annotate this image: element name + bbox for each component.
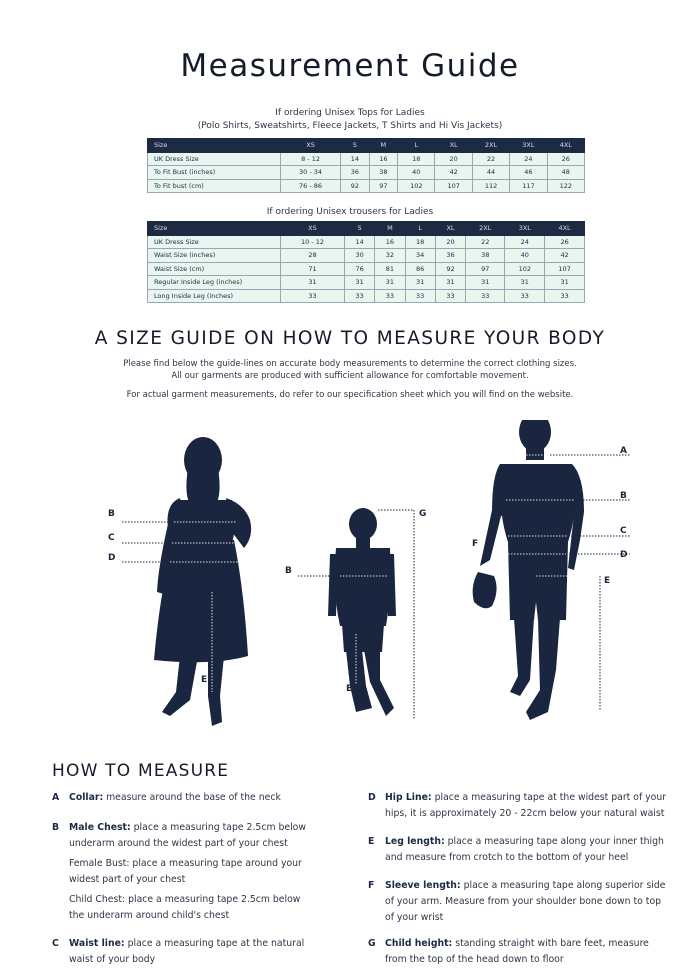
table-cell: 33 bbox=[281, 289, 345, 303]
measure-letter: D bbox=[368, 792, 376, 803]
measure-text-line2: of your arm. Measure from your shoulder bone down to top bbox=[385, 896, 662, 907]
measure-term: Child height: bbox=[385, 938, 453, 949]
man-silhouette bbox=[473, 420, 584, 720]
table-cell: 38 bbox=[466, 249, 505, 263]
table-cell: 76 bbox=[344, 262, 374, 276]
table-cell: 24 bbox=[510, 152, 547, 166]
measure-letter: E bbox=[368, 836, 375, 847]
row-label: UK Dress Size bbox=[148, 235, 281, 249]
measure-text: place a measuring tape at the widest part of your bbox=[431, 792, 667, 803]
table-cell: 31 bbox=[435, 276, 465, 290]
table-row bbox=[148, 249, 585, 263]
guide-intro-line1: Please find below the guide-lines on accurate body measurements to determine the correct clothing sizes. bbox=[123, 359, 577, 369]
measure-letter: A bbox=[52, 792, 60, 803]
table-cell: 31 bbox=[281, 276, 345, 290]
column-header: 4XL bbox=[545, 222, 585, 236]
table-cell: 22 bbox=[466, 235, 505, 249]
child-chest-line1: Child Chest: place a measuring tape 2.5cm below bbox=[69, 894, 301, 905]
table-cell: 33 bbox=[344, 289, 374, 303]
body-measurement-figures bbox=[0, 420, 700, 740]
female-bust-line2: widest part of your chest bbox=[69, 874, 186, 885]
measure-term: Leg length: bbox=[385, 836, 445, 847]
child-label-b: B bbox=[285, 566, 292, 576]
trousers-caption: If ordering Unisex trousers for Ladies bbox=[266, 207, 434, 217]
table-cell: 40 bbox=[505, 249, 545, 263]
column-header: L bbox=[398, 139, 435, 153]
column-header: 3XL bbox=[510, 139, 547, 153]
measure-letter: B bbox=[52, 822, 60, 833]
table-cell: 36 bbox=[341, 166, 369, 180]
table-cell: 16 bbox=[369, 152, 397, 166]
woman-label-d: D bbox=[108, 553, 116, 563]
table-cell: 14 bbox=[341, 152, 369, 166]
table-cell: 22 bbox=[472, 152, 509, 166]
column-header: 2XL bbox=[466, 222, 505, 236]
measure-text: place a measuring tape along superior side bbox=[460, 880, 666, 891]
man-label-c: C bbox=[620, 526, 627, 536]
table-cell: 14 bbox=[344, 235, 374, 249]
row-label: UK Dress Size bbox=[148, 152, 281, 166]
table-cell: 20 bbox=[435, 152, 472, 166]
table-cell: 42 bbox=[545, 249, 585, 263]
tops-header-row bbox=[148, 139, 585, 153]
measure-text: measure around the base of the neck bbox=[103, 792, 281, 803]
guide-spec-note: For actual garment measurements, do refer to our specification sheet which you will find on the website. bbox=[126, 390, 574, 400]
measure-term: Collar: bbox=[69, 792, 104, 803]
measure-text: place a measuring tape along your inner thigh bbox=[444, 836, 664, 847]
column-header: XL bbox=[435, 222, 465, 236]
row-label: Long Inside Leg (inches) bbox=[148, 289, 281, 303]
column-header: S bbox=[341, 139, 369, 153]
table-cell: 42 bbox=[435, 166, 472, 180]
column-header: XS bbox=[281, 222, 345, 236]
table-cell: 31 bbox=[375, 276, 405, 290]
table-cell: 36 bbox=[435, 249, 465, 263]
table-cell: 38 bbox=[369, 166, 397, 180]
table-cell: 112 bbox=[472, 179, 509, 193]
page-title: Measurement Guide bbox=[180, 48, 520, 84]
table-cell: 44 bbox=[472, 166, 509, 180]
row-label: Regular Inside Leg (inches) bbox=[148, 276, 281, 290]
table-cell: 26 bbox=[547, 152, 584, 166]
row-label: Waist Size (cm) bbox=[148, 262, 281, 276]
table-cell: 33 bbox=[375, 289, 405, 303]
table-cell: 122 bbox=[547, 179, 584, 193]
guide-intro-line2: All our garments are produced with sufficient allowance for comfortable movement. bbox=[171, 371, 529, 381]
table-cell: 18 bbox=[398, 152, 435, 166]
table-row bbox=[148, 179, 585, 193]
child-chest-note bbox=[69, 892, 359, 924]
measure-term: Sleeve length: bbox=[385, 880, 461, 891]
table-row bbox=[148, 166, 585, 180]
woman-label-e: E bbox=[201, 675, 208, 685]
tops-caption-line1: If ordering Unisex Tops for Ladies bbox=[275, 108, 425, 118]
table-cell: 30 bbox=[344, 249, 374, 263]
table-cell: 71 bbox=[281, 262, 345, 276]
woman-label-c: C bbox=[108, 533, 115, 543]
table-cell: 40 bbox=[398, 166, 435, 180]
measure-text: place a measuring tape 2.5cm below bbox=[130, 822, 306, 833]
table-cell: 31 bbox=[405, 276, 435, 290]
woman-label-b: B bbox=[108, 509, 115, 519]
man-label-d: D bbox=[620, 550, 628, 560]
table-cell: 117 bbox=[510, 179, 547, 193]
table-cell: 81 bbox=[375, 262, 405, 276]
table-cell: 32 bbox=[375, 249, 405, 263]
table-cell: 48 bbox=[547, 166, 584, 180]
table-cell: 10 - 12 bbox=[281, 235, 345, 249]
guide-intro bbox=[0, 358, 700, 382]
table-cell: 76 - 86 bbox=[281, 179, 341, 193]
measure-text: standing straight with bare feet, measure bbox=[452, 938, 649, 949]
man-label-b: B bbox=[620, 491, 627, 501]
table-row bbox=[148, 152, 585, 166]
table-cell: 33 bbox=[545, 289, 585, 303]
table-cell: 28 bbox=[281, 249, 345, 263]
measure-text-line3: of your wrist bbox=[385, 912, 444, 923]
measure-text-line2: from the top of the head down to floor bbox=[385, 954, 564, 965]
table-cell: 97 bbox=[466, 262, 505, 276]
table-cell: 33 bbox=[435, 289, 465, 303]
table-cell: 97 bbox=[369, 179, 397, 193]
child-label-e: E bbox=[346, 684, 353, 694]
column-header: 3XL bbox=[505, 222, 545, 236]
table-cell: 30 - 34 bbox=[281, 166, 341, 180]
table-cell: 102 bbox=[505, 262, 545, 276]
table-cell: 26 bbox=[545, 235, 585, 249]
table-cell: 20 bbox=[435, 235, 465, 249]
table-row bbox=[148, 235, 585, 249]
table-cell: 92 bbox=[341, 179, 369, 193]
table-cell: 8 - 12 bbox=[281, 152, 341, 166]
tops-caption bbox=[0, 107, 700, 133]
table-cell: 31 bbox=[344, 276, 374, 290]
measure-letter: C bbox=[52, 938, 59, 949]
measure-term: Male Chest: bbox=[69, 822, 131, 833]
row-label: To Fit Bust (inches) bbox=[148, 166, 281, 180]
table-cell: 16 bbox=[375, 235, 405, 249]
measure-text: place a measuring tape at the natural bbox=[124, 938, 305, 949]
column-header: 4XL bbox=[547, 139, 584, 153]
table-cell: 33 bbox=[466, 289, 505, 303]
table-cell: 102 bbox=[398, 179, 435, 193]
how-to-measure-heading: HOW TO MEASURE bbox=[52, 761, 230, 781]
table-cell: 24 bbox=[505, 235, 545, 249]
column-header: M bbox=[369, 139, 397, 153]
measure-text-line2: waist of your body bbox=[69, 954, 156, 965]
column-header: M bbox=[375, 222, 405, 236]
column-header: Size bbox=[148, 139, 281, 153]
tops-caption-line2: (Polo Shirts, Sweatshirts, Fleece Jackets, T Shirts and Hi Vis Jackets) bbox=[197, 121, 503, 131]
row-label: Waist Size (inches) bbox=[148, 249, 281, 263]
table-row bbox=[148, 262, 585, 276]
measure-term: Waist line: bbox=[69, 938, 125, 949]
size-guide-heading: A SIZE GUIDE ON HOW TO MEASURE YOUR BODY bbox=[94, 328, 606, 349]
table-cell: 31 bbox=[505, 276, 545, 290]
column-header: XL bbox=[435, 139, 472, 153]
measure-term: Hip Line: bbox=[385, 792, 432, 803]
table-cell: 107 bbox=[545, 262, 585, 276]
table-cell: 33 bbox=[505, 289, 545, 303]
column-header: XS bbox=[281, 139, 341, 153]
table-cell: 33 bbox=[405, 289, 435, 303]
measure-text-line2: hips, it is approximately 20 - 22cm below your natural waist bbox=[385, 808, 665, 819]
man-label-e: E bbox=[604, 576, 611, 586]
table-cell: 31 bbox=[466, 276, 505, 290]
trousers-header-row bbox=[148, 222, 585, 236]
column-header: Size bbox=[148, 222, 281, 236]
table-row bbox=[148, 276, 585, 290]
table-cell: 107 bbox=[435, 179, 472, 193]
table-cell: 18 bbox=[405, 235, 435, 249]
table-cell: 34 bbox=[405, 249, 435, 263]
table-cell: 46 bbox=[510, 166, 547, 180]
column-header: S bbox=[344, 222, 374, 236]
column-header: 2XL bbox=[472, 139, 509, 153]
man-label-f: F bbox=[472, 539, 479, 549]
measure-letter: G bbox=[368, 938, 376, 949]
measure-text-line2: underarm around the widest part of your chest bbox=[69, 838, 288, 849]
trousers-size-table bbox=[147, 221, 585, 303]
table-row bbox=[148, 289, 585, 303]
table-cell: 86 bbox=[405, 262, 435, 276]
female-bust-note bbox=[69, 856, 359, 888]
column-header: L bbox=[405, 222, 435, 236]
man-label-a: A bbox=[620, 446, 627, 456]
female-bust-line1: Female Bust: place a measuring tape around your bbox=[69, 858, 302, 869]
child-label-g: G bbox=[419, 509, 427, 519]
measure-text-line2: and measure from crotch to the bottom of your heel bbox=[385, 852, 629, 863]
tops-size-table bbox=[147, 138, 585, 193]
child-chest-line2: the underarm around child's chest bbox=[69, 910, 230, 921]
table-cell: 92 bbox=[435, 262, 465, 276]
measure-letter: F bbox=[368, 880, 375, 891]
child-silhouette bbox=[328, 508, 396, 716]
row-label: To Fit bust (cm) bbox=[148, 179, 281, 193]
table-cell: 31 bbox=[545, 276, 585, 290]
